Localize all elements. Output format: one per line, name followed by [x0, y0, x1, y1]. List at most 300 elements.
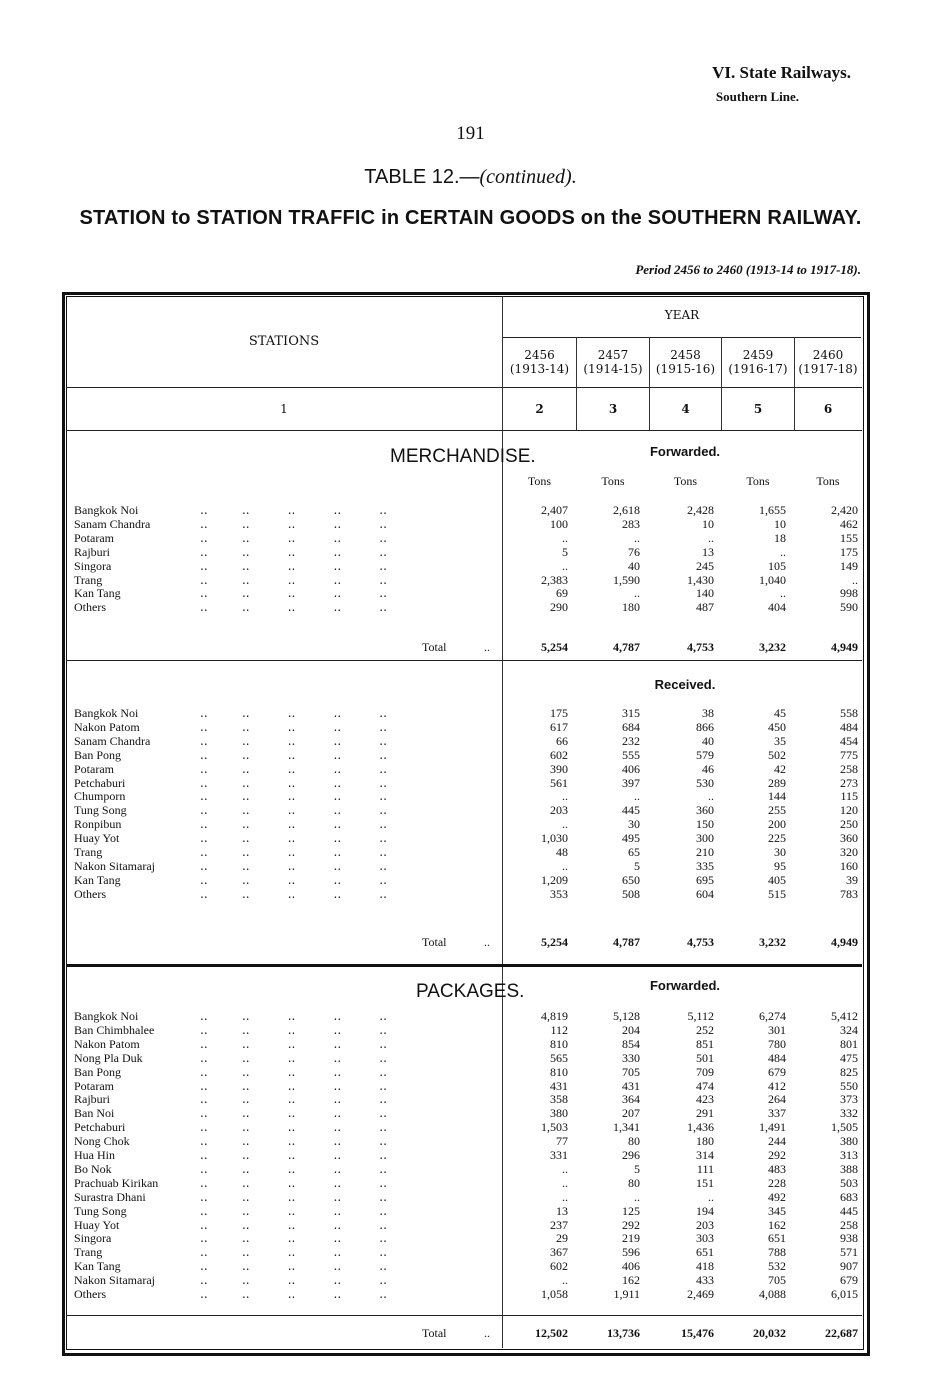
station-name: Nakon Sitamaraj	[74, 858, 155, 873]
table-cell: 404	[768, 600, 786, 615]
table-cell: 5	[634, 858, 640, 873]
table-cell: 705	[768, 1273, 786, 1288]
table-cell: ..	[562, 1161, 568, 1176]
table-cell: 125	[622, 1203, 640, 1218]
year-be: 2457	[597, 348, 629, 362]
table-cell: 6,015	[831, 1287, 858, 1301]
table-cell: 5	[562, 544, 568, 559]
leader-dots: .. .. .. .. ..	[200, 1092, 387, 1107]
table-cell: 462	[840, 516, 858, 531]
table-cell: 596	[622, 1245, 640, 1260]
table-cell: 1,436	[687, 1120, 714, 1135]
total-value: 3,232	[759, 935, 786, 949]
table-cell: 380	[550, 1106, 568, 1121]
table-cell: 684	[622, 719, 640, 734]
table-cell: 5,128	[613, 1009, 640, 1023]
table-cell: 40	[628, 558, 640, 573]
table-cell: 162	[768, 1217, 786, 1232]
leader-dots: .. .. .. .. ..	[200, 558, 387, 573]
year-be: 2459	[742, 348, 774, 362]
table-cell: 200	[768, 817, 786, 832]
total-value: 4,753	[687, 640, 714, 654]
table-cell: 683	[840, 1189, 858, 1204]
table-cell: 602	[550, 747, 568, 762]
station-name: Tung Song	[74, 803, 127, 818]
table-cell: 907	[840, 1259, 858, 1274]
table-cell: 112	[550, 1022, 568, 1037]
table-cell: ..	[562, 858, 568, 873]
table-cell: 483	[768, 1161, 786, 1176]
total-label: Total	[422, 935, 447, 949]
table-cell: 225	[768, 831, 786, 846]
table-cell: 150	[696, 817, 714, 832]
table-cell: 120	[840, 803, 858, 818]
leader-dots: .. .. .. .. ..	[200, 1273, 387, 1288]
table-cell: 10	[702, 516, 714, 531]
table-cell: 237	[550, 1217, 568, 1232]
table-cell: 2,469	[687, 1287, 714, 1301]
table-cell: ..	[562, 530, 568, 545]
total-dots: ..	[484, 640, 490, 654]
station-name: Sanam Chandra	[74, 733, 151, 748]
table-cell: 1,058	[541, 1287, 568, 1301]
table-cell: 360	[696, 803, 714, 818]
table-cell: 695	[696, 872, 714, 887]
table-cell: 1,491	[759, 1120, 786, 1135]
table-cell: 780	[768, 1036, 786, 1051]
table-cell: 783	[840, 886, 858, 901]
table-cell: 503	[840, 1175, 858, 1190]
table-cell: 938	[840, 1231, 858, 1246]
table-cell: 155	[840, 530, 858, 545]
table-cell: ..	[708, 1189, 714, 1204]
unit-label: Tons	[601, 474, 625, 488]
table-cell: 255	[768, 803, 786, 818]
table-cell: 2,428	[687, 503, 714, 517]
station-name: Kan Tang	[74, 872, 121, 887]
column-number: 5	[753, 402, 763, 416]
column-number: 2	[535, 402, 544, 416]
table-cell: 406	[622, 1259, 640, 1274]
leader-dots: .. .. .. .. ..	[200, 1217, 387, 1232]
table-cell: 144	[768, 789, 786, 804]
table-cell: 851	[696, 1036, 714, 1051]
station-name: Petchaburi	[74, 1120, 126, 1135]
table-cell: 140	[696, 586, 714, 601]
table-cell: ..	[852, 572, 858, 587]
year-ad: (1913-14)	[509, 362, 570, 376]
year-be: 2456	[524, 348, 555, 362]
table-cell: ..	[634, 1189, 640, 1204]
total-value: 15,476	[681, 1326, 714, 1340]
table-cell: 289	[768, 775, 786, 790]
table-cell: 397	[622, 775, 640, 790]
leader-dots: .. .. .. .. ..	[200, 1175, 387, 1190]
leader-dots: .. .. .. .. ..	[200, 1134, 387, 1149]
table-cell: 508	[622, 886, 640, 901]
table-cell: 1,030	[541, 831, 568, 846]
table-cell: 45	[774, 706, 786, 720]
table-cell: 273	[840, 775, 858, 790]
table-cell: 175	[550, 706, 568, 720]
table-cell: 579	[696, 747, 714, 762]
table-cell: 228	[768, 1175, 786, 1190]
table-cell: 530	[696, 775, 714, 790]
leader-dots: .. .. .. .. ..	[200, 817, 387, 832]
leader-dots: .. .. .. .. ..	[200, 1203, 387, 1218]
leader-dots: .. .. .. .. ..	[200, 1287, 387, 1301]
table-cell: 418	[696, 1259, 714, 1274]
station-name: Kan Tang	[74, 586, 121, 601]
table-cell: 66	[556, 733, 568, 748]
table-cell: 335	[696, 858, 714, 873]
table-cell: 590	[840, 600, 858, 615]
table-cell: 313	[840, 1148, 858, 1162]
table-cell: ..	[708, 789, 714, 804]
table-cell: 475	[840, 1050, 858, 1065]
leader-dots: .. .. .. .. ..	[200, 1022, 387, 1037]
table-cell: 245	[696, 558, 714, 573]
leader-dots: .. .. .. .. ..	[200, 1148, 387, 1162]
table-cell: 810	[550, 1064, 568, 1079]
leader-dots: .. .. .. .. ..	[200, 761, 387, 776]
table-cell: 1,503	[541, 1120, 568, 1135]
total-value: 22,687	[825, 1326, 858, 1340]
table-number-text: TABLE 12.—	[364, 166, 480, 188]
table-cell: 367	[550, 1245, 568, 1260]
table-cell: 258	[840, 761, 858, 776]
packages-title: PACKAGES.	[416, 981, 525, 1002]
table-cell: 76	[628, 544, 640, 559]
column-number: 4	[681, 402, 690, 416]
table-cell: 292	[768, 1148, 786, 1162]
column-number: 1	[280, 402, 288, 416]
leader-dots: .. .. .. .. ..	[200, 1009, 387, 1023]
table-cell: 250	[840, 817, 858, 832]
table-cell: 315	[622, 706, 640, 720]
station-name: Potaram	[74, 530, 114, 545]
year-ad: (1914-15)	[583, 362, 643, 376]
table-cell: 111	[696, 1161, 714, 1176]
packages-total-rule	[66, 1315, 862, 1316]
table-cell: 358	[550, 1092, 568, 1107]
total-value: 4,787	[613, 640, 640, 654]
table-cell: 46	[702, 761, 714, 776]
year-ad: (1916-17)	[728, 362, 788, 376]
table-cell: 788	[768, 1245, 786, 1260]
section-divider-rule	[66, 964, 862, 967]
table-cell: 5	[634, 1161, 640, 1176]
station-name: Bangkok Noi	[74, 706, 139, 720]
table-cell: 210	[696, 845, 714, 859]
table-cell: 301	[768, 1022, 786, 1037]
total-value: 4,753	[687, 935, 714, 949]
leader-dots: .. .. .. .. ..	[200, 803, 387, 818]
table-cell: 219	[622, 1231, 640, 1246]
table-cell: 360	[840, 831, 858, 846]
table-cell: 495	[622, 831, 640, 846]
total-dots: ..	[484, 935, 490, 949]
table-cell: 602	[550, 1259, 568, 1274]
station-name: Singora	[74, 558, 112, 573]
station-name: Sanam Chandra	[74, 516, 151, 531]
table-cell: 487	[696, 600, 714, 615]
station-name: Ban Pong	[74, 1064, 122, 1079]
table-cell: 810	[550, 1036, 568, 1051]
table-cell: 100	[550, 516, 568, 531]
table-cell: 550	[840, 1078, 858, 1093]
table-cell: 2,420	[831, 503, 858, 517]
table-cell: 709	[696, 1064, 714, 1079]
leader-dots: .. .. .. .. ..	[200, 775, 387, 790]
table-cell: 69	[556, 586, 568, 601]
leader-dots: .. .. .. .. ..	[200, 516, 387, 531]
table-cell: 1,341	[613, 1120, 640, 1135]
table-cell: 332	[840, 1106, 858, 1121]
column-number: 6	[823, 402, 833, 416]
table-cell: 303	[696, 1231, 714, 1246]
table-continued-text: (continued).	[479, 166, 577, 188]
table-cell: 1,590	[613, 572, 640, 587]
table-cell: ..	[562, 789, 568, 804]
total-value: 3,232	[759, 640, 786, 654]
table-cell: 345	[768, 1203, 786, 1218]
table-cell: 13	[556, 1203, 568, 1218]
table-cell: 42	[774, 761, 786, 776]
table-cell: ..	[562, 817, 568, 832]
leader-dots: .. .. .. .. ..	[200, 747, 387, 762]
total-dots: ..	[484, 1326, 490, 1340]
stations-header: STATIONS	[248, 334, 320, 349]
station-name: Singora	[74, 1231, 112, 1246]
table-cell: 264	[768, 1092, 786, 1107]
table-cell: 175	[840, 544, 858, 559]
station-name: Others	[74, 600, 106, 615]
table-cell: 30	[774, 845, 786, 859]
table-cell: 80	[628, 1175, 640, 1190]
station-name: Nong Chok	[74, 1134, 130, 1149]
table-cell: 555	[622, 747, 640, 762]
year-rule	[503, 337, 861, 338]
table-cell: 38	[702, 706, 714, 720]
station-name: Nakon Patom	[74, 1036, 140, 1051]
station-name: Ban Chimbhalee	[74, 1022, 155, 1037]
station-name: Prachuab Kirikan	[74, 1175, 159, 1190]
total-value: 4,787	[613, 935, 640, 949]
table-cell: 412	[768, 1078, 786, 1093]
table-cell: 502	[768, 747, 786, 762]
unit-label: Tons	[673, 474, 698, 488]
table-cell: ..	[708, 530, 714, 545]
station-name: Bangkok Noi	[74, 503, 139, 517]
table-cell: 1,209	[541, 872, 568, 887]
table-cell: ..	[562, 1175, 568, 1190]
table-cell: 29	[556, 1231, 568, 1246]
table-cell: 1,430	[687, 572, 714, 587]
table-cell: ..	[562, 558, 568, 573]
table-number	[0, 166, 941, 189]
header-rule	[66, 387, 862, 388]
table-cell: 314	[696, 1148, 714, 1162]
table-cell: 258	[840, 1217, 858, 1232]
table-cell: 561	[550, 775, 568, 790]
part-heading: VI. State Railways.	[712, 63, 851, 82]
station-name: Potaram	[74, 761, 114, 776]
leader-dots: .. .. .. .. ..	[200, 719, 387, 734]
table-cell: 292	[622, 1217, 640, 1232]
station-name: Ban Pong	[74, 747, 122, 762]
station-name: Potaram	[74, 1078, 114, 1093]
table-cell: 35	[774, 733, 786, 748]
leader-dots: .. .. .. .. ..	[200, 1259, 387, 1274]
colnum-rule	[66, 430, 862, 431]
table-cell: 353	[550, 886, 568, 901]
leader-dots: .. .. .. .. ..	[200, 872, 387, 887]
table-cell: 95	[774, 858, 786, 873]
table-cell: 10	[774, 516, 786, 531]
merch-forwarded-label: Forwarded.	[649, 444, 721, 459]
total-value: 5,254	[541, 640, 568, 654]
table-cell: 454	[840, 733, 858, 748]
page-number: 191	[456, 123, 485, 144]
merch-fwd-end-rule	[66, 660, 862, 661]
table-cell: 320	[840, 845, 858, 859]
leader-dots: .. .. .. .. ..	[200, 1078, 387, 1093]
table-cell: 650	[622, 872, 640, 887]
table-cell: 484	[840, 719, 858, 734]
leader-dots: .. .. .. .. ..	[200, 544, 387, 559]
table-cell: 1,911	[613, 1287, 640, 1301]
table-cell: 80	[628, 1134, 640, 1149]
station-name: Rajburi	[74, 1092, 110, 1107]
table-cell: 450	[768, 719, 786, 734]
table-cell: 998	[840, 586, 858, 601]
table-cell: ..	[562, 1273, 568, 1288]
table-cell: 571	[840, 1245, 858, 1260]
column-number: 3	[608, 402, 618, 416]
table-cell: 18	[774, 530, 786, 545]
station-name: Hua Hin	[74, 1148, 115, 1162]
table-cell: 149	[840, 558, 858, 573]
table-cell: 207	[622, 1106, 640, 1121]
table-cell: 300	[696, 831, 714, 846]
table-cell: 433	[696, 1273, 714, 1288]
leader-dots: .. .. .. .. ..	[200, 1120, 387, 1135]
total-value: 4,949	[831, 935, 858, 949]
table-cell: 283	[622, 516, 640, 531]
table-cell: 180	[696, 1134, 714, 1149]
table-cell: 388	[840, 1161, 858, 1176]
table-cell: 801	[840, 1036, 858, 1051]
table-cell: 65	[628, 845, 640, 859]
table-cell: 5,112	[687, 1009, 714, 1023]
table-cell: 565	[550, 1050, 568, 1065]
station-name: Rajburi	[74, 544, 110, 559]
table-cell: 405	[768, 872, 786, 887]
merch-received-label: Received.	[654, 677, 716, 692]
table-cell: 1,655	[759, 503, 786, 517]
table-cell: 364	[622, 1092, 640, 1107]
leader-dots: .. .. .. .. ..	[200, 706, 387, 720]
table-cell: 39	[846, 872, 858, 887]
year-be: 2460	[812, 348, 844, 362]
table-cell: 705	[622, 1064, 640, 1079]
table-cell: 203	[696, 1217, 714, 1232]
station-name: Nakon Patom	[74, 719, 140, 734]
leader-dots: .. .. .. .. ..	[200, 1161, 387, 1176]
table-cell: 492	[768, 1189, 786, 1204]
station-name: Ronpibun	[74, 817, 122, 832]
table-cell: 48	[556, 845, 568, 859]
table-cell: 4,088	[759, 1287, 786, 1301]
leader-dots: .. .. .. .. ..	[200, 530, 387, 545]
station-name: Trang	[74, 1245, 103, 1260]
period-note: Period 2456 to 2460 (1913-14 to 1917-18).	[635, 262, 861, 277]
station-name: Chumporn	[74, 789, 126, 804]
table-cell: 203	[550, 803, 568, 818]
year-ad: (1915-16)	[655, 362, 716, 376]
leader-dots: .. .. .. .. ..	[200, 600, 387, 615]
table-cell: 431	[622, 1078, 640, 1093]
leader-dots: .. .. .. .. ..	[200, 1231, 387, 1246]
year-ad: (1917-18)	[798, 362, 858, 376]
table-cell: 162	[622, 1273, 640, 1288]
table-cell: 532	[768, 1259, 786, 1274]
table-cell: ..	[634, 530, 640, 545]
table-cell: 180	[622, 600, 640, 615]
table-cell: 854	[622, 1036, 640, 1051]
station-name: Bangkok Noi	[74, 1009, 139, 1023]
leader-dots: .. .. .. .. ..	[200, 733, 387, 748]
total-label: Total	[422, 1326, 447, 1340]
table-cell: 651	[768, 1231, 786, 1246]
station-name: Ban Noi	[74, 1106, 115, 1121]
table-cell: 160	[840, 858, 858, 873]
table-cell: 2,383	[541, 572, 568, 587]
station-name: Trang	[74, 572, 103, 587]
table-cell: 380	[840, 1134, 858, 1149]
station-name: Others	[74, 1287, 106, 1301]
table-cell: 115	[840, 789, 858, 804]
station-name: Tung Song	[74, 1203, 127, 1218]
unit-label: Tons	[746, 474, 770, 488]
table-cell: 105	[768, 558, 786, 573]
total-value: 13,736	[607, 1326, 640, 1340]
leader-dots: .. .. .. .. ..	[200, 1245, 387, 1260]
year-be: 2458	[670, 348, 701, 362]
table-cell: 13	[702, 544, 714, 559]
line-subheading: Southern Line.	[715, 89, 799, 104]
station-name: Surastra Dhani	[74, 1189, 146, 1204]
pkg-forwarded-label: Forwarded.	[649, 978, 721, 993]
table-cell: 232	[622, 733, 640, 748]
table-cell: 324	[840, 1022, 858, 1037]
station-name: Bo Nok	[74, 1161, 112, 1176]
table-cell: 474	[696, 1078, 714, 1093]
total-value: 20,032	[753, 1326, 786, 1340]
table-cell: 445	[840, 1203, 858, 1218]
table-cell: 604	[696, 886, 714, 901]
table-cell: 423	[696, 1092, 714, 1107]
leader-dots: .. .. .. .. ..	[200, 1064, 387, 1079]
station-name: Others	[74, 886, 106, 901]
table-cell: 651	[696, 1245, 714, 1260]
table-cell: ..	[562, 1189, 568, 1204]
table-cell: 390	[550, 761, 568, 776]
table-cell: 2,407	[541, 503, 568, 517]
table-cell: 484	[768, 1050, 786, 1065]
leader-dots: .. .. .. .. ..	[200, 886, 387, 901]
